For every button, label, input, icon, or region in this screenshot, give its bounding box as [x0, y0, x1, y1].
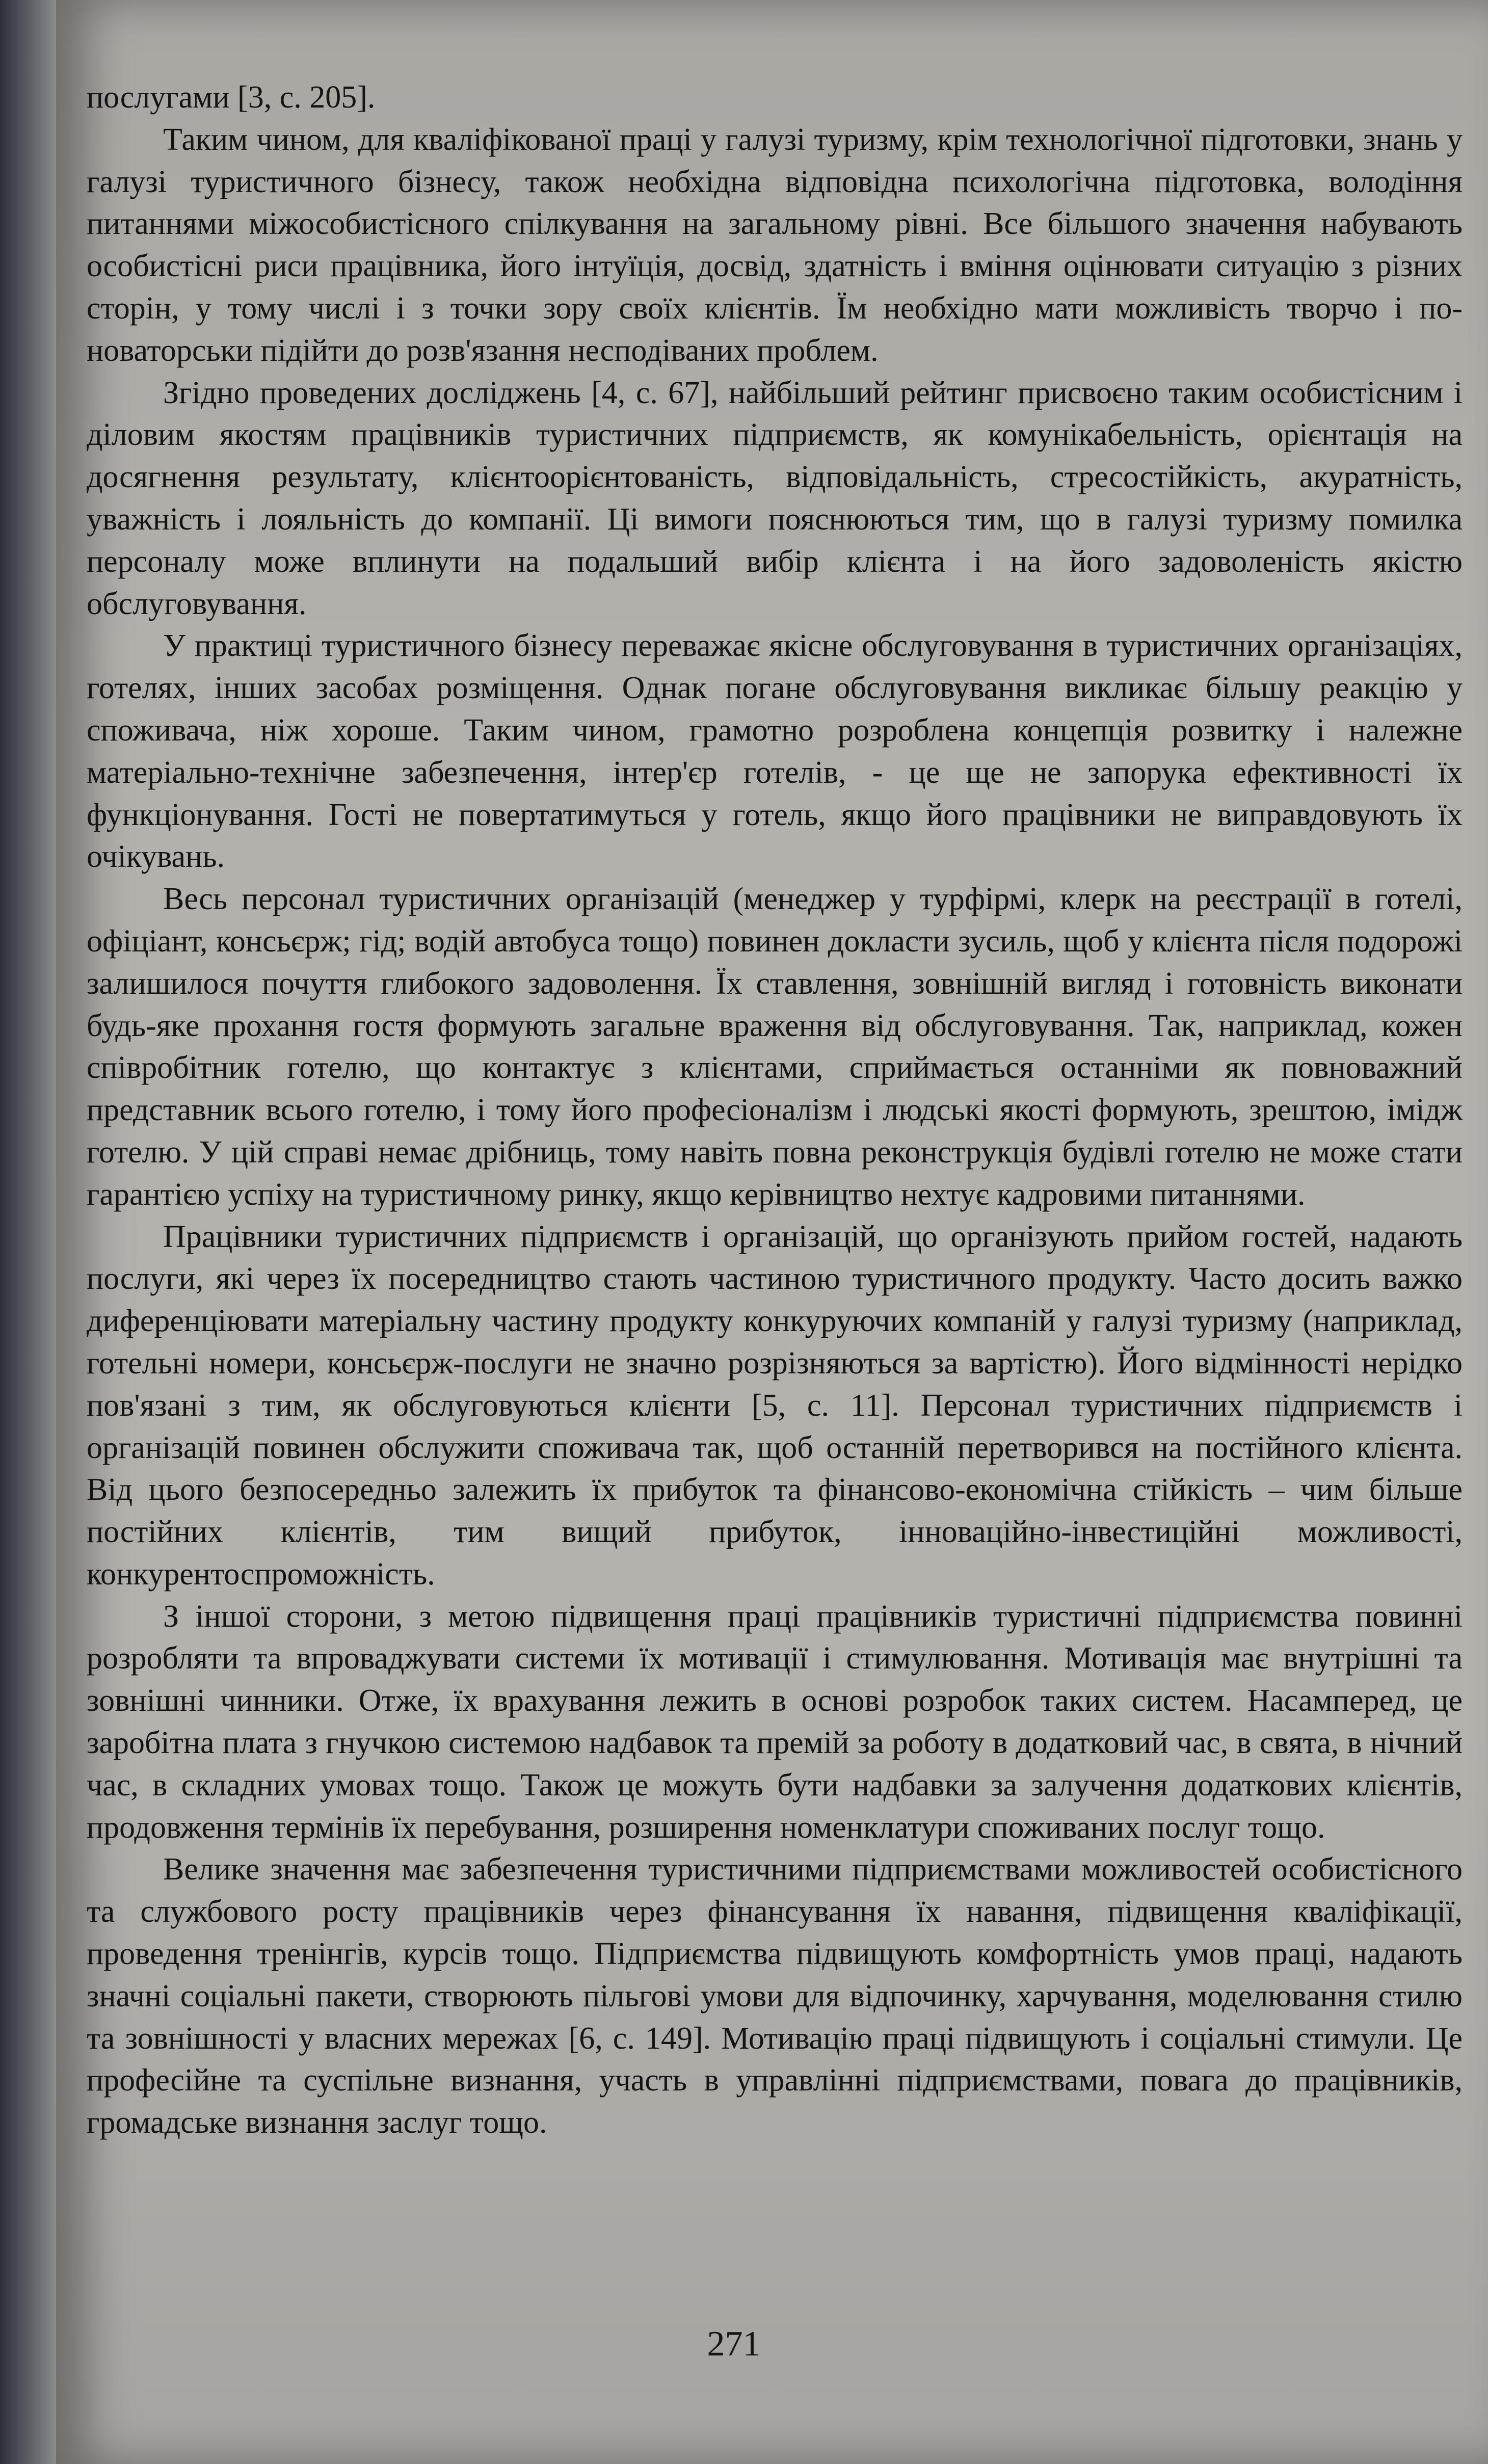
paragraph-5	[87, 878, 1463, 1215]
line: туризму (наприклад, готельні номери, консьєрж-послуги не значно розрізняються за	[87, 1304, 1463, 1381]
line: ефективності їх функціонування. Гості не повертатимуться у готель, якщо його працівники	[87, 755, 1463, 832]
line: внутрішні та зовнішні чинники. Отже, їх врахування лежить в основі розробок таких систем.	[87, 1641, 1463, 1718]
line: Весь персонал туристичних організацій (менеджер у турфірмі, клерк на реєстрації в	[163, 882, 1361, 917]
paragraph-6	[87, 1216, 1463, 1596]
line: досить важко диференціювати матеріальну частину продукту конкуруючих компаній у галузі	[87, 1261, 1463, 1339]
line: організаціях, готелях, інших засобах розміщення. Однак погане обслуговування викликає	[87, 628, 1463, 706]
line: тим, що в галузі туризму помилка персоналу може вплинути на подальший вибір клієнта і на	[87, 501, 1463, 579]
line: Так, наприклад, кожен співробітник готелю, що контактує з клієнтами, сприймається останніми	[87, 1008, 1463, 1085]
line: підготовки, знань у галузі туристичного бізнесу, також необхідна відповідна психологічна	[87, 122, 1463, 199]
line: готелі, офіціант, консьєрж; гід; водій автобуса тощо) повинен докласти зусиль, щоб у клієнта	[87, 882, 1463, 959]
line: керівництво нехтує кадровими питаннями.	[730, 1177, 1306, 1212]
paragraph-1	[87, 76, 1463, 119]
line: готовність виконати будь-яке прохання гостя формують загальне враження від обслуговування.	[87, 966, 1463, 1043]
paragraph-8	[87, 1848, 1463, 2144]
paragraph-3	[87, 372, 1463, 625]
book-page	[56, 0, 1488, 2464]
line: його задоволеність якістю обслуговування.	[87, 544, 1463, 621]
line: останній перетворився на постійного клієнта. Від цього безпосередньо залежить їх прибуток	[87, 1430, 1463, 1507]
page-text	[87, 76, 1463, 2144]
line: вміння оцінювати ситуацію з різних сторін, у тому числі і з точки зору своїх клієнтів. Їм	[87, 249, 1463, 326]
line: як повноважний представник всього готелю, і тому його професіоналізм і людські якості	[87, 1050, 1463, 1128]
line: стресостійкість, акуратність, уважність і лояльність до компанії. Ці вимоги пояснюються	[87, 460, 1463, 537]
paragraph-2	[87, 119, 1463, 372]
line: Згідно проведених досліджень [4, с. 67], найбільший рейтинг присвоєно таким	[163, 375, 1250, 410]
page-number: 271	[707, 2324, 761, 2364]
line: повинні розробляти та впроваджувати системи їх мотивації і стимулювання. Мотивація має	[87, 1599, 1463, 1676]
line: Насамперед, це заробітна плата з гнучкою системою надбавок та премій за роботу в	[87, 1683, 1463, 1761]
line: надають послуги, які через їх посередництво стають частиною туристичного продукту. Часто	[87, 1219, 1463, 1296]
line: проблем.	[757, 333, 879, 368]
line: особистісного та службового росту працівників через фінансування їх навання, підвищення	[87, 1852, 1463, 1929]
paragraph-7	[87, 1596, 1463, 1849]
line: особистісним і діловим якостям працівників туристичних підприємств, як комунікабельність,	[87, 375, 1463, 453]
line: додатковий час, в свята, в нічний час, в складних умовах тощо. Також це можуть бути	[87, 1726, 1463, 1803]
line: праці підвищують і соціальні стимули. Це професійне та суспільне визнання, участь в	[87, 2021, 1463, 2098]
line: У практиці туристичного бізнесу переважає якісне обслуговування в туристичних	[163, 628, 1279, 664]
line: вартістю). Його відмінності нерідко пов'язані з тим, як обслуговуються клієнти [5, с. 11].	[87, 1345, 1463, 1423]
line: розвитку і належне матеріально-технічне забезпечення, інтер'єр готелів, - це ще не запорука	[87, 712, 1463, 790]
line: умов праці, надають значні соціальні пакети, створюють пільгові умови для відпочинку,	[87, 1937, 1463, 2013]
line: Працівники туристичних підприємств і організацій, що організують прийом гостей,	[163, 1219, 1337, 1254]
line: З іншої сторони, з метою підвищення праці працівників туристичні підприємства	[163, 1599, 1339, 1634]
line: підготовка, володіння питаннями міжособистісного спілкування на загальному рівні. Все	[87, 164, 1463, 242]
line: управлінні підприємствами, повага до працівників, громадське визнання заслуг тощо.	[87, 2063, 1463, 2140]
line: після подорожі залишилося почуття глибокого задоволення. Їх ставлення, зовнішній вигляд і	[87, 923, 1463, 1001]
line: розширення номенклатури споживаних послуг тощо.	[608, 1810, 1325, 1845]
line: більшу реакцію у споживача, ніж хороше. Таким чином, грамотно розроблена концепція	[87, 671, 1463, 748]
line: необхідно мати можливість творчо і по-новаторськи підійти до розв'язання несподіваних	[87, 290, 1463, 368]
line: не виправдовують їх очікувань.	[87, 797, 1463, 875]
line: інноваційно-інвестиційні можливості, конкурентоспроможність.	[87, 1515, 1463, 1592]
line: Персонал туристичних підприємств і організацій повинен обслужити споживача так, щоб	[87, 1388, 1463, 1465]
line: кваліфікації, проведення тренінгів, курсів тощо. Підприємства підвищують комфортність	[87, 1894, 1463, 1972]
paragraph-4	[87, 625, 1463, 878]
line: Велике значення має забезпечення туристичними підприємствами можливостей	[163, 1852, 1261, 1887]
line: та фінансово-економічна стійкість – чим більше постійних клієнтів, тим вищий прибуток,	[87, 1472, 1463, 1550]
line: більшого значення набувають особистісні риси працівника, його інтуїція, досвід, здатність і	[87, 206, 1463, 284]
line: реконструкція будівлі готелю не може стати гарантією успіху на туристичному ринку, якщо	[87, 1134, 1463, 1212]
line: харчування, моделювання стилю та зовнішності у власних мережах [6, с. 149]. Мотивацію	[87, 1978, 1463, 2056]
line: надбавки за залучення додаткових клієнтів, продовження термінів їх перебування,	[87, 1767, 1463, 1845]
line: послугами [3, с. 205].	[87, 80, 376, 115]
line: формують, зрештою, імідж готелю. У цій справі немає дрібниць, тому навіть повна	[87, 1093, 1463, 1170]
line: орієнтація на досягнення результату, клієнтоорієнтованість, відповідальність,	[87, 417, 1463, 495]
line: Таким чином, для кваліфікованої праці у галузі туризму, крім технологічної	[163, 122, 1192, 157]
